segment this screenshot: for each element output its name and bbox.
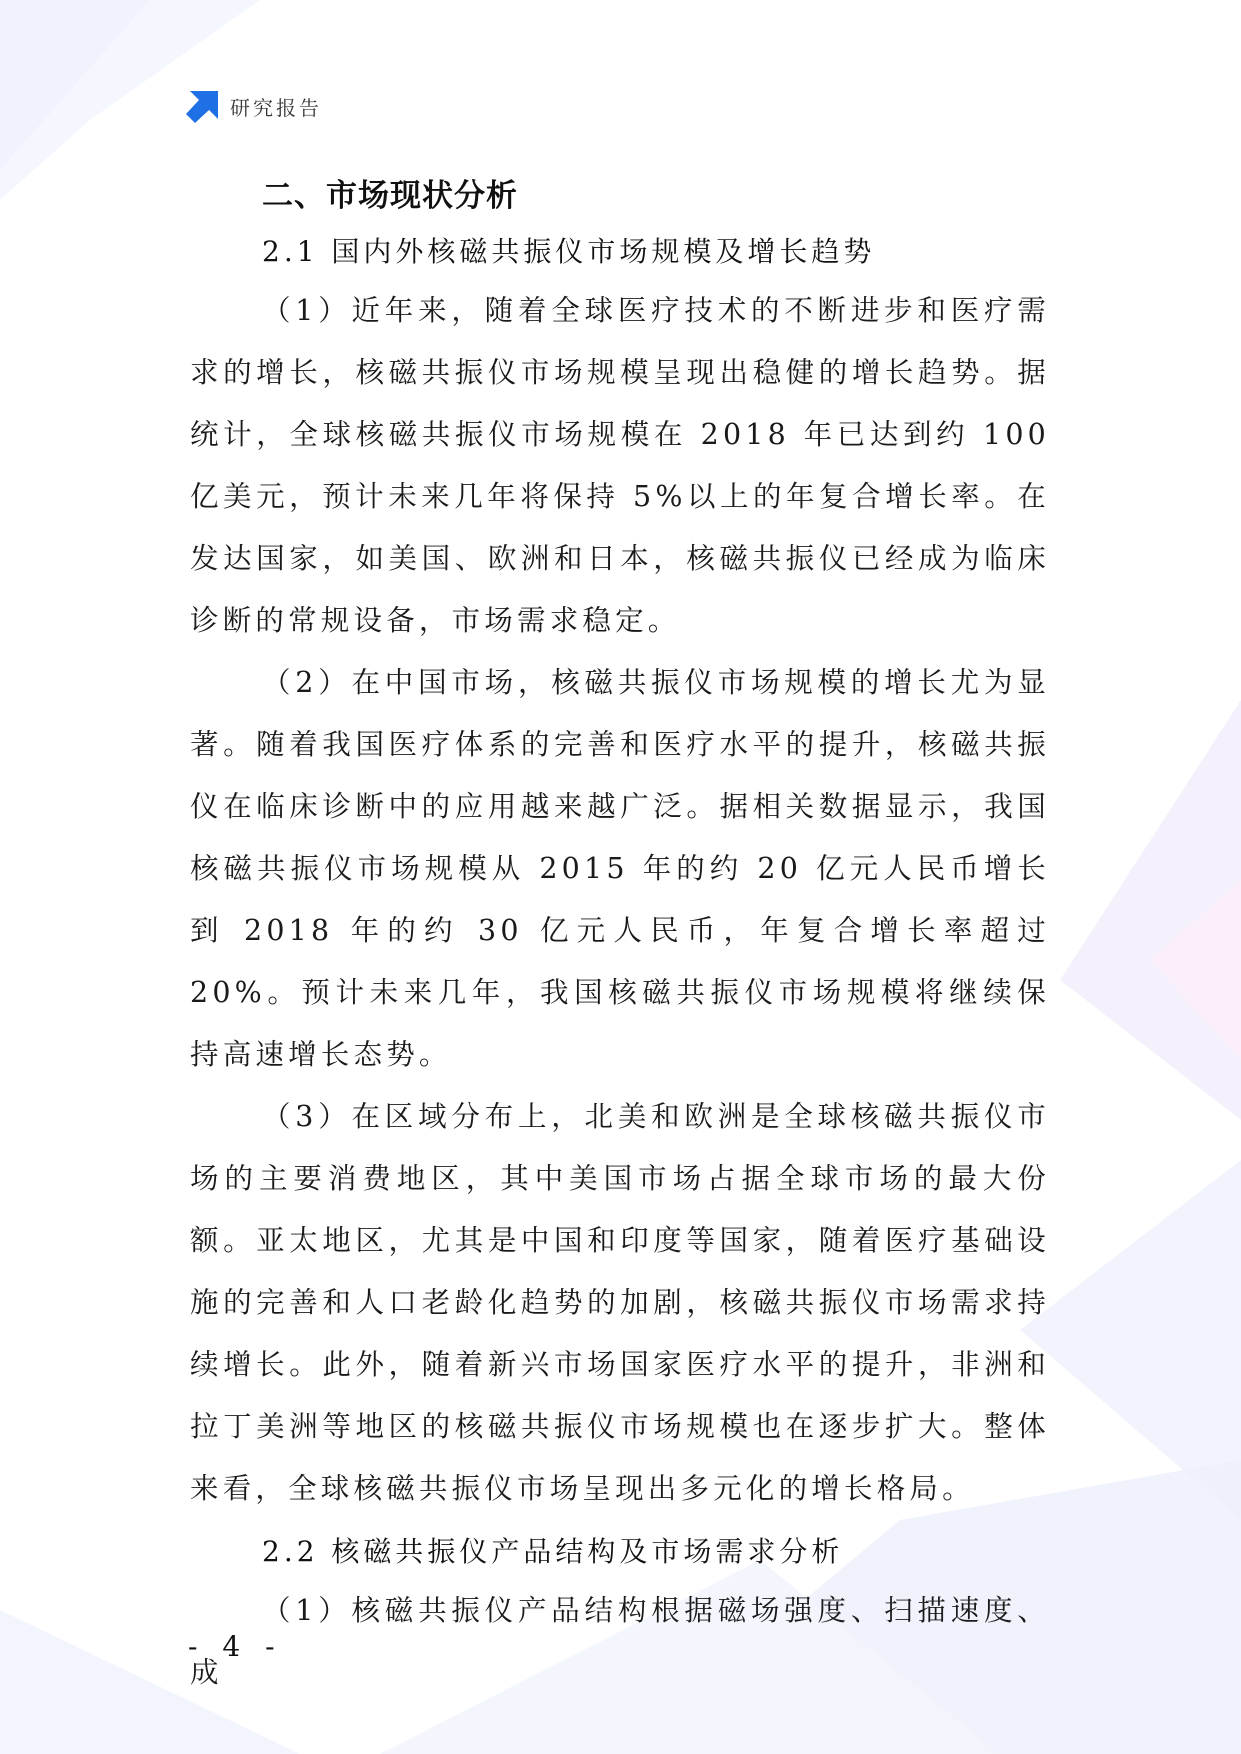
chapter-heading: 二、市场现状分析 (262, 178, 518, 214)
page-content (190, 160, 1050, 1704)
paragraph-2-1-2: （2）在中国市场，核磁共振仪市场规模的增长尤为显著。随着我国医疗体系的完善和医疗水平的提升，核磁共振仪在临床诊断中的应用越来越广泛。据相关数据显示，我国核磁共振仪市场规模从 2015 年的约 20 亿元人民币增长到 2018 年的约 30 亿元人民币，年复合增长率超过 20%。预计未来几年，我国核磁共振仪市场规模将继续保持高速增长态势。 (190, 666, 1050, 1071)
paragraph-2-2-1: （1）核磁共振仪产品结构根据磁场强度、扫描速度、成 (190, 1594, 1050, 1689)
paragraph-2-1-3: （3）在区域分布上，北美和欧洲是全球核磁共振仪市场的主要消费地区，其中美国市场占据全球市场的最大份额。亚太地区，尤其是中国和印度等国家，随着医疗基础设施的完善和人口老龄化趋势的加剧，核磁共振仪市场需求持续增长。此外，随着新兴市场国家医疗水平的提升，非洲和拉丁美洲等地区的核磁共振仪市场规模也在逐步扩大。整体来看，全球核磁共振仪市场呈现出多元化的增长格局。 (190, 1100, 1050, 1505)
section-title-2-2: 2.2 核磁共振仪产品结构及市场需求分析 (262, 1535, 844, 1568)
report-header (186, 88, 322, 124)
page-number: - 4 - (188, 1630, 283, 1663)
header-title: 研究报告 (230, 95, 322, 120)
section-title-2-1: 2.1 国内外核磁共振仪市场规模及增长趋势 (262, 235, 876, 268)
paragraph-2-1-1: （1）近年来，随着全球医疗技术的不断进步和医疗需求的增长，核磁共振仪市场规模呈现出稳健的增长趋势。据统计，全球核磁共振仪市场规模在 2018 年已达到约 100 亿美元，预计未来几年将保持 5%以上的年复合增长率。在发达国家，如美国、欧洲和日本，核磁共振仪已经成为临床诊断的常规设备，市场需求稳定。 (190, 294, 1050, 637)
arrow-up-right-icon (186, 89, 220, 123)
